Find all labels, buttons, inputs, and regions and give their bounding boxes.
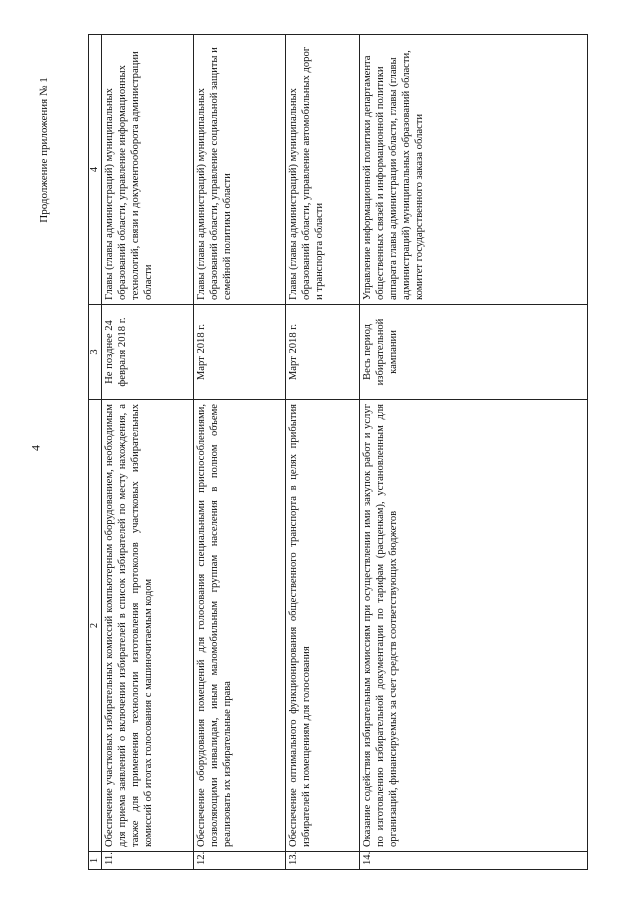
page-number-text: 4 bbox=[28, 445, 43, 451]
column-number-row bbox=[89, 35, 102, 870]
row-responsible: Главы (главы администраций) муниципальных образований области, управление информационных технологий, связи и документооборота администрации области bbox=[102, 35, 194, 305]
column-number-1: 1 bbox=[89, 852, 102, 870]
row-number: 12. bbox=[194, 852, 286, 870]
column-number-3: 3 bbox=[89, 305, 102, 400]
row-action: Обеспечение оборудования помещений для голосования специальными приспособлениями, позволяющими инвалидам, иным маломобильным группам населения в полном объеме реализовать их избирательные права bbox=[194, 400, 286, 852]
table-row bbox=[360, 35, 588, 870]
row-responsible: Управление информационной политики департамента общественных связей и информационной политики аппарата главы администрации области, главы (главы администраций) муниципальных образований области, комитет государственного заказа области bbox=[360, 35, 588, 305]
row-number: 13. bbox=[286, 852, 360, 870]
row-number: 11. bbox=[102, 852, 194, 870]
row-term: Весь период избирательной кампании bbox=[360, 305, 588, 400]
table-row bbox=[102, 35, 194, 870]
table-row bbox=[286, 35, 360, 870]
table-row bbox=[194, 35, 286, 870]
row-term: Не позднее 24 февраля 2018 г. bbox=[102, 305, 194, 400]
column-number-4: 4 bbox=[89, 35, 102, 305]
rotated-table-container bbox=[88, 35, 588, 870]
row-responsible: Главы (главы администраций) муниципальных образований области, управление социальной защиты и семейной политики области bbox=[194, 35, 286, 305]
column-number-2: 2 bbox=[89, 400, 102, 852]
row-number: 14. bbox=[360, 852, 588, 870]
measures-table bbox=[88, 34, 588, 870]
row-responsible: Главы (главы администраций) муниципальных образований области, управление автомобильных дорог и транспорта области bbox=[286, 35, 360, 305]
row-term: Март 2018 г. bbox=[286, 305, 360, 400]
row-action: Оказание содействия избирательным комиссиям при осуществлении ими закупок работ и услуг по изготовлению избирательной документации по тарифам (расценкам), установленным для организаций, финансируемых за счет средств соответствующих бюджетов bbox=[360, 400, 588, 852]
row-action: Обеспечение оптимального функционирования общественного транспорта в целях прибытия избирателей к помещениям для голосования bbox=[286, 400, 360, 852]
row-term: Март 2018 г. bbox=[194, 305, 286, 400]
appendix-continuation-text: Продолжение приложения № 1 bbox=[38, 77, 50, 223]
row-action: Обеспечение участковых избирательных комиссий компьютерным оборудованием, необходимым для приема заявлений о включении избирателей в список избирателей по месту нахождения, а также для применения технологии изготовления протоколов участковых избирательных комиссий об итогах голосования с машиночитаемым кодом bbox=[102, 400, 194, 852]
